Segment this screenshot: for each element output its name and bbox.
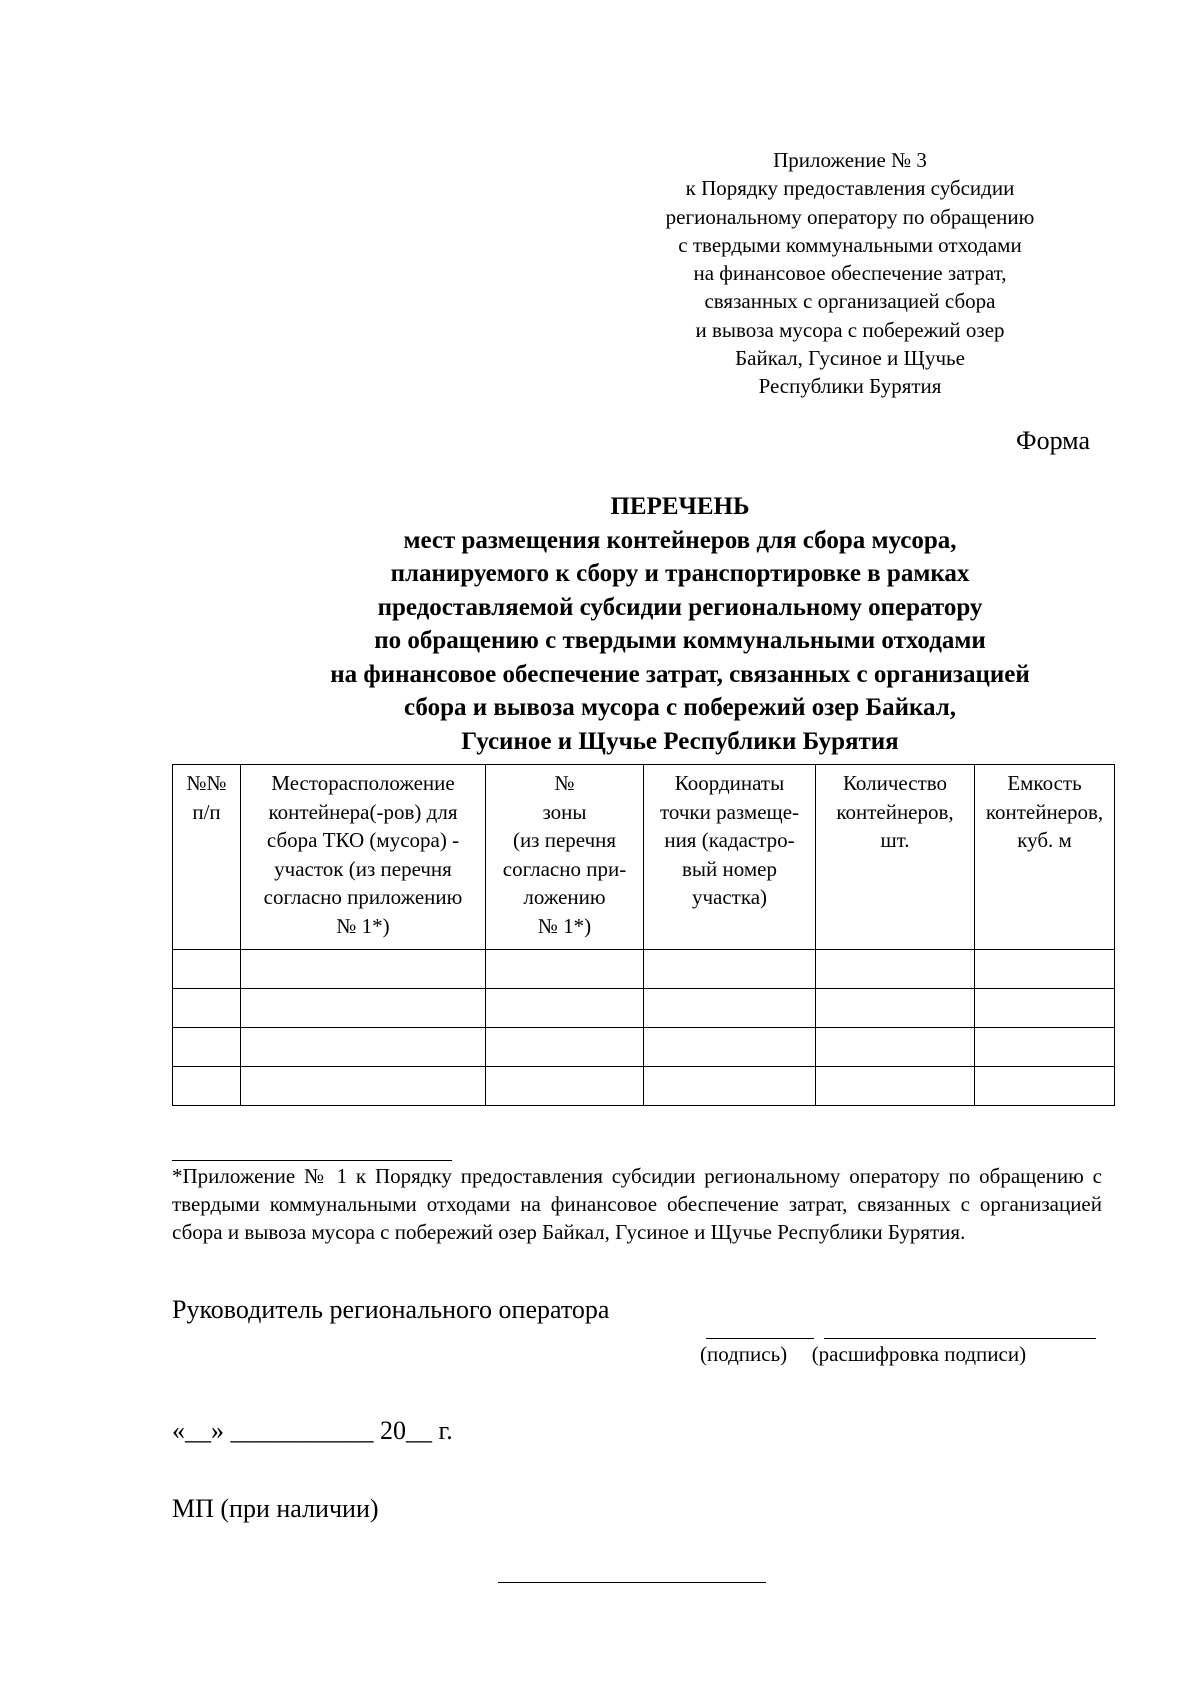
- header-text: ложению: [523, 885, 606, 909]
- header-text: № 1*): [537, 913, 592, 938]
- head-of-operator-label: Руководитель регионального оператора: [172, 1295, 610, 1324]
- table-cell[interactable]: [241, 989, 486, 1028]
- table-cell[interactable]: [975, 1067, 1115, 1106]
- table-header-cell: [241, 765, 486, 950]
- header-text: ния (кадастро-: [664, 828, 795, 852]
- table-row: [173, 989, 1115, 1028]
- table-cell[interactable]: [644, 989, 816, 1028]
- appendix-header: [600, 146, 1100, 401]
- containers-table: [172, 764, 1115, 1106]
- signature-caption: (подпись): [700, 1342, 788, 1366]
- title-line: на финансовое обеспечение затрат, связанных с организацией: [330, 660, 1030, 688]
- header-text: согласно приложению: [263, 885, 463, 909]
- appendix-line: связанных с организацией сбора: [704, 289, 996, 314]
- seal-note: МП (при наличии): [172, 1494, 379, 1523]
- title-line: Гусиное и Щучье Республики Бурятия: [461, 727, 899, 755]
- table-cell[interactable]: [486, 989, 644, 1028]
- table-cell[interactable]: [173, 1028, 241, 1067]
- date-line: «__» ___________ 20__ г.: [172, 1416, 453, 1445]
- header-text: зоны: [542, 799, 587, 824]
- header-text: сбора ТКО (мусора) -: [266, 828, 460, 852]
- header-text: Количество: [842, 771, 948, 795]
- header-text: шт.: [880, 828, 910, 852]
- table-cell[interactable]: [486, 950, 644, 989]
- table-cell[interactable]: [975, 1028, 1115, 1067]
- header-text: участка): [691, 885, 768, 909]
- footnote-divider: [172, 1160, 452, 1161]
- header-text: контейнеров,: [985, 799, 1104, 824]
- table-row: [173, 1028, 1115, 1067]
- table-row: [173, 1067, 1115, 1106]
- table-cell[interactable]: [816, 950, 975, 989]
- signature-decode-caption: (расшифровка подписи): [811, 1342, 1027, 1366]
- appendix-line: Республики Бурятия: [758, 374, 942, 399]
- table-row: [173, 950, 1115, 989]
- table-cell[interactable]: [644, 1067, 816, 1106]
- header-text: Месторасположение: [271, 771, 455, 795]
- appendix-line: Байкал, Гусиное и Щучье: [735, 346, 965, 371]
- header-text: контейнеров,: [836, 799, 954, 824]
- table-header-cell: [173, 765, 241, 950]
- table-header-cell: [816, 765, 975, 950]
- table-cell[interactable]: [816, 989, 975, 1028]
- document-title: [180, 490, 1180, 758]
- appendix-line: региональному оператору по обращению: [665, 204, 1035, 229]
- header-text: вый номер: [682, 856, 777, 881]
- title-line: по обращению с твердыми коммунальными отходами: [374, 627, 986, 654]
- header-text: №: [554, 771, 575, 795]
- appendix-line: с твердыми коммунальными отходами: [678, 232, 1022, 257]
- header-text: (из перечня: [512, 828, 617, 852]
- signature-captions: [700, 1342, 1100, 1367]
- table-header-cell: [486, 765, 644, 950]
- header-text: согласно при-: [502, 856, 627, 881]
- header-text: п/п: [192, 799, 221, 824]
- header-text: куб. м: [1017, 828, 1072, 852]
- table-cell[interactable]: [644, 950, 816, 989]
- signature-line: [706, 1338, 814, 1339]
- table-cell[interactable]: [486, 1028, 644, 1067]
- table-header-row: [173, 765, 1115, 950]
- header-text: участок (из перечня: [274, 856, 452, 881]
- table-cell[interactable]: [975, 989, 1115, 1028]
- table-cell[interactable]: [241, 1067, 486, 1106]
- table-cell[interactable]: [486, 1067, 644, 1106]
- table-header-cell: [975, 765, 1115, 950]
- table-cell[interactable]: [241, 1028, 486, 1067]
- title-line: планируемого к сбору и транспортировке в рамках: [390, 560, 970, 587]
- header-text: Емкость: [1007, 771, 1082, 795]
- header-text: №№: [186, 771, 227, 795]
- table-cell[interactable]: [975, 950, 1115, 989]
- table-cell[interactable]: [816, 1028, 975, 1067]
- appendix-line: к Порядку предоставления субсидии: [685, 176, 1015, 201]
- title-line: сбора и вывоза мусора с побережий озер Байкал,: [404, 694, 956, 721]
- signature-decode-line: [824, 1338, 1096, 1339]
- table-cell[interactable]: [173, 950, 241, 989]
- appendix-line: Приложение № 3: [773, 148, 927, 172]
- table-cell[interactable]: [644, 1028, 816, 1067]
- title-line: предоставляемой субсидии региональному оператору: [377, 593, 983, 621]
- table-cell[interactable]: [173, 989, 241, 1028]
- form-label: Форма: [1016, 426, 1090, 455]
- header-text: точки размеще-: [659, 799, 800, 824]
- footnote: *Приложение № 1 к Порядку предоставления субсидии региональному оператору по обращению с твердыми коммунальными отходами на финансовое обеспечение затрат, связанных с организацией сбора и вывоза мусора с побережий озер Байкал, Гусиное и Щучье Республики Бурятия.: [172, 1164, 1102, 1245]
- header-text: контейнера(-ров) для: [268, 799, 458, 824]
- appendix-line: на финансовое обеспечение затрат,: [693, 261, 1007, 286]
- appendix-line: и вывоза мусора с побережий озер: [695, 317, 1005, 342]
- table-cell[interactable]: [241, 950, 486, 989]
- header-text: Координаты: [674, 771, 785, 795]
- table-header-cell: [644, 765, 816, 950]
- header-text: № 1*): [336, 913, 390, 938]
- table-cell[interactable]: [816, 1067, 975, 1106]
- table-cell[interactable]: [173, 1067, 241, 1106]
- title-heading: ПЕРЕЧЕНЬ: [610, 493, 750, 520]
- bottom-rule: [498, 1582, 766, 1583]
- title-line: мест размещения контейнеров для сбора мусора,: [403, 526, 957, 554]
